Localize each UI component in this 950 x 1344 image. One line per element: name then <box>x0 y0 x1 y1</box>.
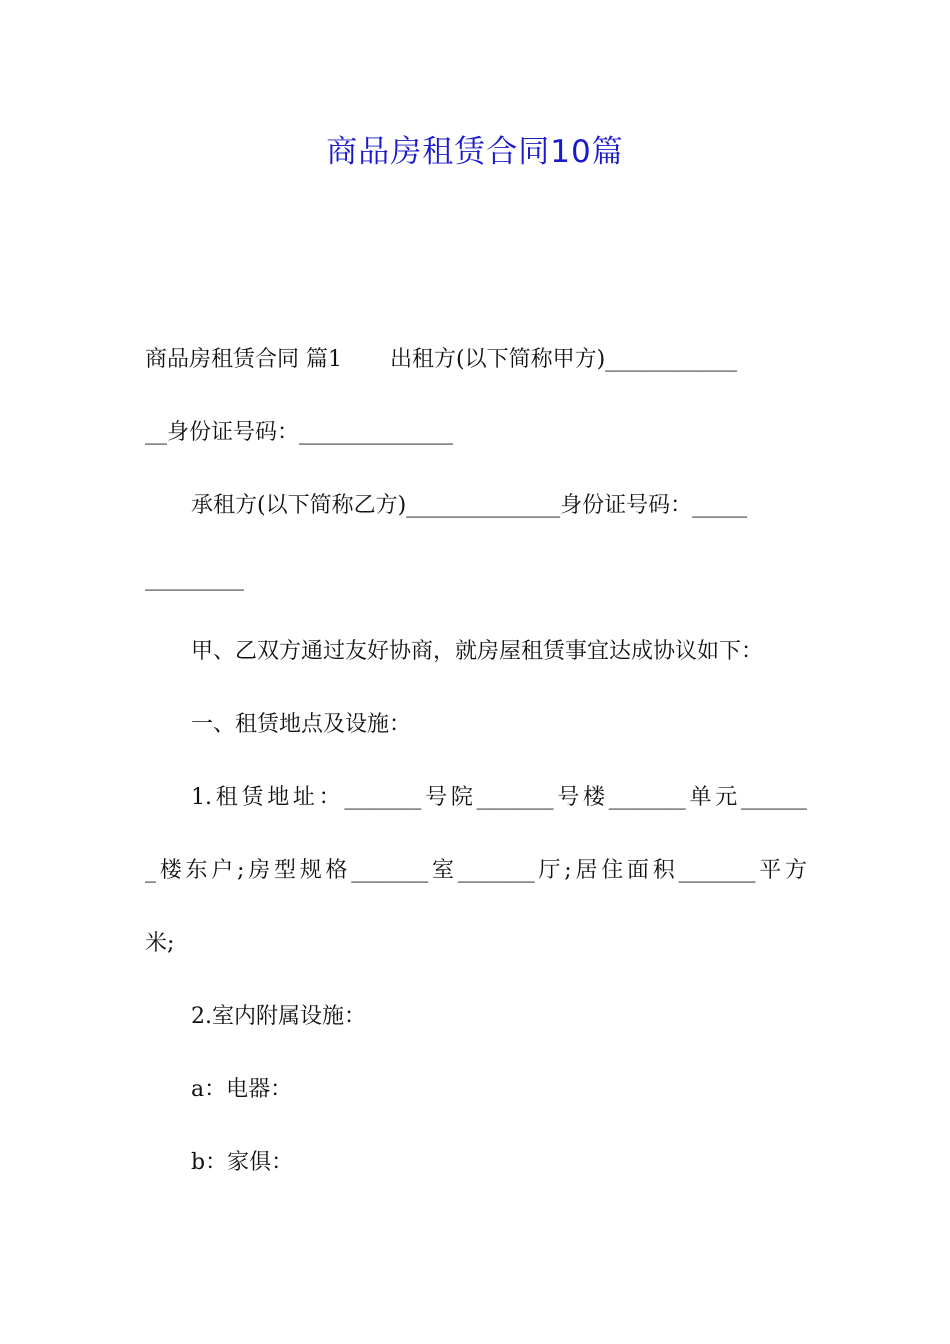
paragraph-line: a：电器： <box>191 1077 293 1102</box>
paragraph-line: _楼东户;房型规格_______室_______厅;居住面积_______平方 <box>145 858 807 883</box>
paragraph-line <box>145 336 807 384</box>
paragraph-line: __身份证号码：______________ <box>145 420 454 445</box>
lessor-field: 出租方(以下简称甲方)____________ <box>390 347 738 372</box>
paragraph-line: 米; <box>145 931 175 956</box>
paragraph-line: 甲、乙双方通过友好协商，就房屋租赁事宜达成协议如下： <box>191 639 764 664</box>
document-body <box>145 336 807 1212</box>
paragraph-line: 2.室内附属设施： <box>191 1004 366 1029</box>
paragraph-line: 一、租赁地点及设施： <box>191 712 412 737</box>
paragraph-line: _________ <box>145 566 244 591</box>
section-heading: 商品房租赁合同 篇1 <box>145 347 342 372</box>
paragraph-line: 1.租赁地址：_______号院_______号楼_______单元______ <box>191 785 807 810</box>
document-title: 商品房租赁合同10篇 <box>326 134 624 170</box>
paragraph-line: 承租方(以下简称乙方)______________身份证号码：_____ <box>191 493 748 518</box>
paragraph-line: b：家俱： <box>191 1150 294 1175</box>
